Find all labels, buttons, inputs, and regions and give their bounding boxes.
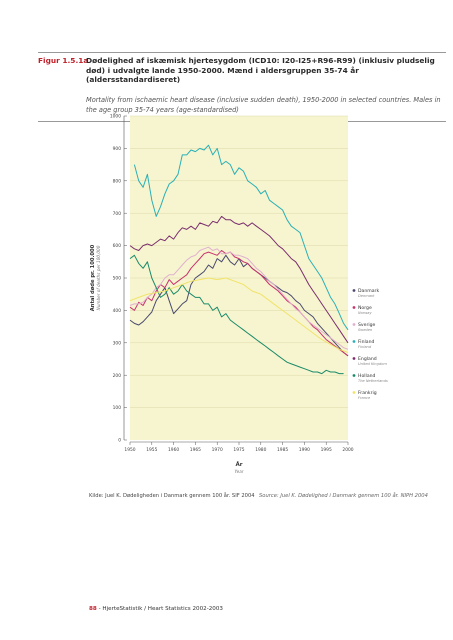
y-tick-label: 1000 — [109, 114, 121, 120]
legend-marker-norge — [353, 306, 356, 309]
x-tick-label: 1980 — [255, 448, 267, 453]
x-tick-label: 2000 — [342, 448, 354, 453]
y-tick-label: 0 — [118, 438, 121, 444]
y-tick-label: 300 — [112, 341, 121, 347]
x-tick-label: 1970 — [211, 448, 223, 453]
y-tick-label: 700 — [112, 211, 121, 217]
legend-label-en-danmark: Denmark — [358, 294, 375, 298]
x-tick-label: 1965 — [189, 448, 201, 453]
y-tick-label: 800 — [112, 179, 121, 185]
legend — [353, 288, 388, 400]
y-axis-title: Antal døde pr. 100.000 — [90, 244, 96, 312]
figure-subtitle: Mortality from ischaemic heart disease (inclusive sudden death), 1950-2000 in selected countries. Males in the age group 35-74 years (age-standardised) — [86, 96, 441, 114]
legend-marker-danmark — [353, 289, 356, 292]
y-tick-label: 900 — [112, 147, 121, 152]
legend-label-sverige: Sverige — [358, 323, 376, 328]
legend-marker-england — [353, 357, 356, 360]
page-number: 88 — [89, 606, 97, 612]
legend-label-danmark: Danmark — [358, 289, 380, 294]
x-axis-title-en: Year — [234, 469, 244, 474]
y-tick-label: 100 — [112, 406, 121, 412]
x-tick-label: 1960 — [168, 448, 180, 453]
x-tick-label: 1985 — [277, 448, 289, 453]
figure-title: Dødelighed af iskæmisk hjertesygdom (ICD10: I20-I25+R96-R99) (inklusiv pludselig død) i udvalgte lande 1950-2000. Mænd i aldersgruppen 35-74 år (aldersstandardiseret) — [86, 56, 435, 85]
legend-label-en-england: United Kingdom — [358, 362, 387, 366]
legend-label-en-norge: Norway — [358, 311, 372, 315]
y-tick-labels — [110, 114, 127, 444]
source-english: Source: Juel K. Dødelighed i Danmark gennem 100 år. NIPH 2004 — [259, 493, 428, 499]
footer-text: - HjerteStatistik / Heart Statistics 2002-2003 — [96, 606, 223, 612]
y-tick-label: 600 — [112, 244, 121, 250]
legend-label-holland: Holland — [358, 374, 376, 379]
legend-label-frankrig: Frankrig — [358, 391, 377, 396]
x-tick-label: 1995 — [320, 448, 332, 453]
legend-label-en-frankrig: France — [358, 396, 371, 400]
legend-label-en-sverige: Sweden — [358, 328, 373, 332]
legend-label-norge: Norge — [358, 306, 372, 311]
source-danish: Kilde: Juel K. Dødeligheden i Danmark gennem 100 år. SIF 2004 — [89, 493, 255, 499]
x-tick-label: 1975 — [233, 448, 245, 453]
x-tick-label: 1950 — [124, 448, 136, 453]
x-tick-label: 1955 — [146, 448, 158, 453]
y-tick-label: 200 — [112, 373, 121, 379]
legend-marker-frankrig — [353, 391, 356, 394]
y-tick-label: 400 — [112, 309, 121, 314]
y-tick-label: 500 — [112, 276, 121, 282]
y-axis-title-en: Number of deaths per 100,000 — [96, 245, 101, 311]
x-tick-labels — [124, 442, 353, 453]
legend-marker-finland — [353, 340, 356, 343]
legend-label-finland: Finland — [358, 340, 375, 345]
x-tick-label: 1990 — [298, 448, 310, 453]
page-footer — [89, 606, 223, 612]
legend-label-england: England — [358, 357, 377, 362]
legend-label-en-holland: The Netherlands — [358, 379, 388, 383]
legend-label-en-finland: Finland — [358, 345, 372, 349]
legend-marker-sverige — [353, 323, 356, 326]
x-axis-title: År — [235, 462, 243, 468]
figure-label: Figur 1.5.1a — [38, 56, 89, 65]
legend-marker-holland — [353, 374, 356, 377]
